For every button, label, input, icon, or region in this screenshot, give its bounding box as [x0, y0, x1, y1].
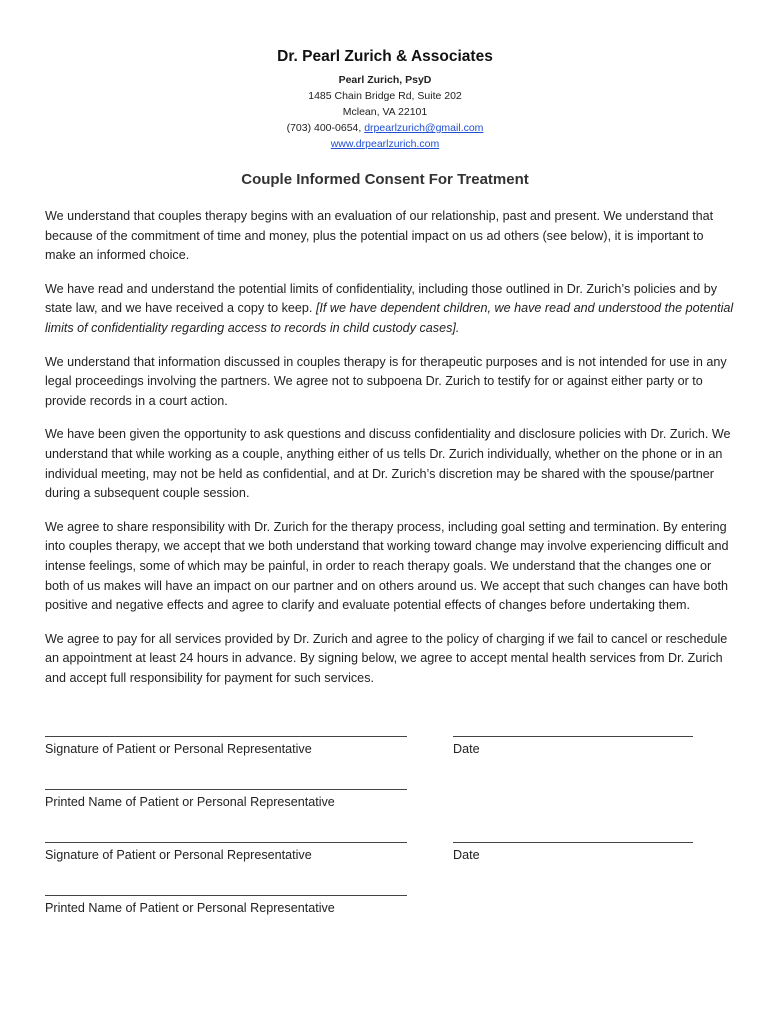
printed-name-label-1: Printed Name of Patient or Personal Representative — [45, 795, 335, 809]
paragraph-confidentiality — [45, 280, 735, 339]
printed-name-row-2 — [45, 881, 735, 921]
date-label-2: Date — [453, 848, 480, 862]
letterhead — [0, 48, 770, 152]
email-link[interactable]: drpearlzurich@gmail.com — [364, 122, 484, 134]
practice-name: Dr. Pearl Zurich & Associates — [277, 48, 493, 65]
signature-label-2: Signature of Patient or Personal Representative — [45, 848, 312, 862]
printed-name-label-2: Printed Name of Patient or Personal Representative — [45, 901, 335, 915]
signature-line-1[interactable] — [45, 736, 407, 737]
confidentiality-text: We have read and understand the potential limits of confidentiality, including those outlined in Dr. Zurich’s policies and by state law, and we have received a copy to keep. — [45, 281, 718, 316]
paragraph-legal: We understand that information discussed in couples therapy is for therapeutic purposes and is not intended for use in any legal proceedings involving the partners. We agree not to subpoena Dr. Zurich to testify for or against either party or to provide records in a court action. — [45, 354, 727, 408]
consent-body — [45, 207, 735, 702]
printed-name-line-2[interactable] — [45, 895, 407, 896]
doctor-name: Pearl Zurich, PsyD — [338, 74, 432, 86]
printed-name-line-1[interactable] — [45, 789, 407, 790]
address-line-2: Mclean, VA 22101 — [342, 106, 428, 118]
date-label-1: Date — [453, 742, 480, 756]
phone-number: (703) 400-0654, — [286, 122, 365, 134]
document-title: Couple Informed Consent For Treatment — [241, 171, 529, 188]
signature-line-2[interactable] — [45, 842, 407, 843]
signature-row-1 — [45, 722, 735, 762]
custody-note: [If we have dependent children, we have read and understood the potential limits of confidentiality regarding access to records in child custody cases]. — [45, 301, 734, 335]
paragraph-payment: We agree to pay for all services provided by Dr. Zurich and agree to the policy of charging if we fail to cancel or reschedule an appointment at least 24 hours in advance. By signing below, we agree to accept mental health services from Dr. Zurich and accept full responsibility for payment for such services. — [45, 631, 728, 685]
website-link[interactable]: www.drpearlzurich.com — [330, 138, 440, 150]
address-line-1: 1485 Chain Bridge Rd, Suite 202 — [308, 90, 462, 102]
signature-label-1: Signature of Patient or Personal Representative — [45, 742, 312, 756]
contact-line — [0, 120, 770, 136]
paragraph-evaluation: We understand that couples therapy begins with an evaluation of our relationship, past and present. We understand that because of the commitment of time and money, plus the potential impact on us ad others (see below), it is important to make an informed choice. — [45, 209, 714, 263]
paragraph-disclosure: We have been given the opportunity to ask questions and discuss confidentiality and disclosure policies with Dr. Zurich. We understand that while working as a couple, anything either of us tells Dr. Zurich individually, whether on the phone or in an individual meeting, may not be held as confidential, and at Dr. Zurich’s discretion may be shared with the spouse/partner during a subsequent couple session. — [45, 427, 731, 501]
date-line-2[interactable] — [453, 842, 693, 843]
paragraph-responsibility: We agree to share responsibility with Dr. Zurich for the therapy process, including goal setting and termination. By entering into couples therapy, we accept that we both understand that working toward change may involve experiencing difficult and intense feelings, some of which may be painful, in order to reach therapy goals. We understand that the changes one or both of us makes will have an impact on our partner and on others around us. We accept that such changes can have both positive and negative effects and agree to clarify and evaluate potential effects of changes before undertaking them. — [45, 519, 729, 613]
printed-name-row-1 — [45, 775, 735, 815]
signature-row-2 — [45, 828, 735, 868]
signature-section — [45, 722, 735, 922]
date-line-1[interactable] — [453, 736, 693, 737]
website-line — [0, 136, 770, 152]
